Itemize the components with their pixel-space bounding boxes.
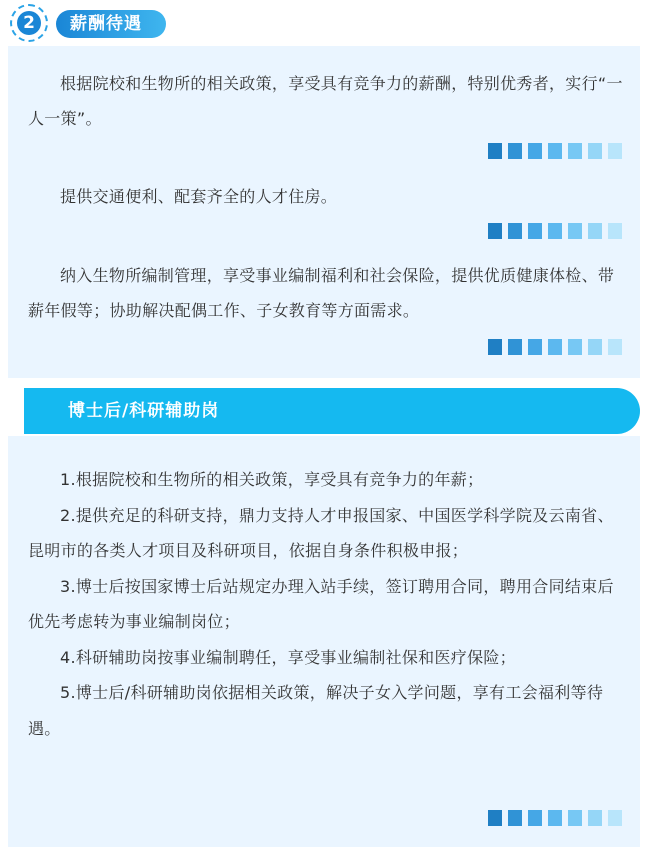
list-item: 4.科研辅助岗按事业编制聘任，享受事业编制社保和医疗保险； [60, 647, 516, 667]
section-title-postdoc: 博士后/科研辅助岗 [68, 401, 220, 421]
list-item: 5.博士后/科研辅助岗依据相关政策，解决子女入学问题，享有工会福利等待遇。 [28, 683, 604, 738]
housing-paragraph: 提供交通便利、配套齐全的人才住房。 [60, 187, 338, 206]
section-header-salary [10, 4, 210, 42]
list-item: 2.提供充足的科研支持，鼎力支持人才申报国家、中国医学科学院及云南省、昆明市的各类人才项目及科研项目，依据自身条件积极申报； [28, 505, 614, 560]
section-number-badge [10, 4, 48, 42]
section-title-salary: 薪酬待遇 [56, 10, 166, 38]
postdoc-panel [8, 436, 640, 847]
benefits-paragraph: 纳入生物所编制管理，享受事业编制福利和社会保险，提供优质健康体检、带薪年假等；协助解决配偶工作、子女教育等方面需求。 [28, 266, 615, 320]
list-item: 3.博士后按国家博士后站规定办理入站手续，签订聘用合同，聘用合同结束后优先考虑转为事业编制岗位； [28, 576, 614, 631]
decorative-bars [482, 143, 622, 159]
salary-panel [8, 46, 640, 378]
salary-paragraph: 根据院校和生物所的相关政策，享受具有竞争力的薪酬，特别优秀者，实行“一人一策”。 [28, 74, 623, 128]
decorative-bars [482, 223, 622, 239]
section-header-postdoc [24, 388, 640, 434]
list-item: 1.根据院校和生物所的相关政策，享受具有竞争力的年薪； [60, 470, 484, 489]
decorative-bars [482, 339, 622, 355]
postdoc-list [28, 462, 628, 746]
decorative-bars [482, 810, 622, 826]
section-number: 2 [17, 11, 41, 35]
